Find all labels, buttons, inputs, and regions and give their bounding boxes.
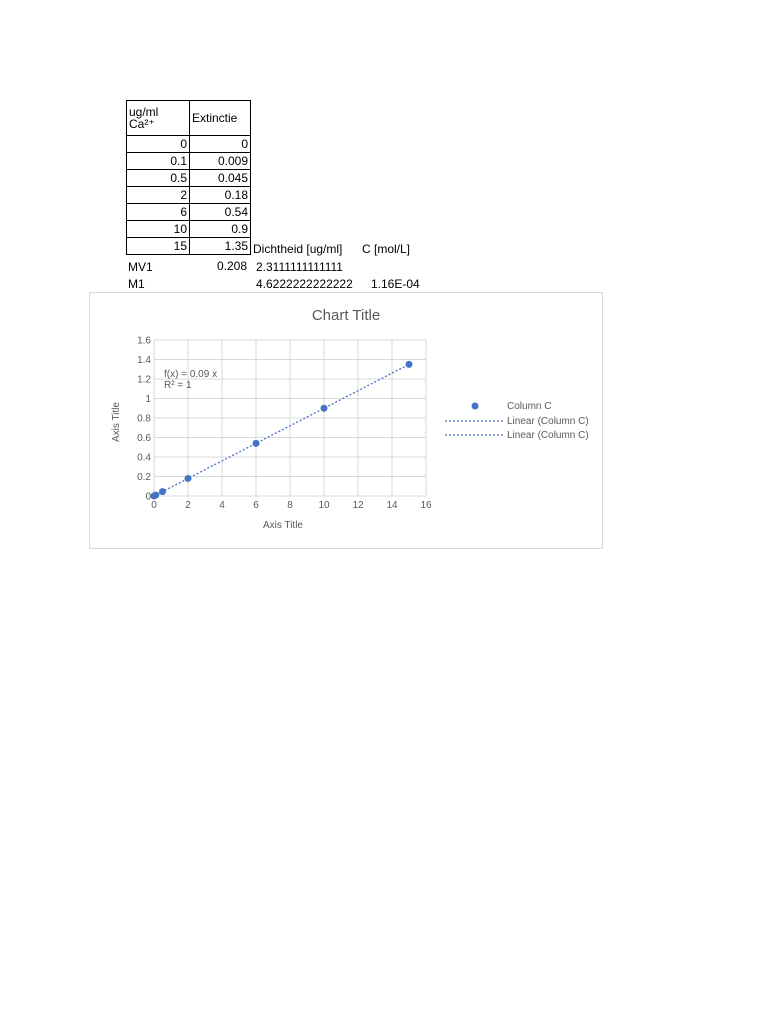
data-point[interactable] — [253, 440, 260, 447]
x-tick-label: 8 — [287, 500, 293, 511]
cell-extinction[interactable]: 0.9 — [190, 221, 251, 238]
cell-concentration[interactable]: 6 — [127, 204, 190, 221]
y-axis-title[interactable]: Axis Title — [111, 401, 122, 443]
table-row — [127, 204, 251, 221]
x-tick-label: 16 — [420, 500, 432, 511]
y-tick-label: 1.6 — [137, 335, 151, 347]
x-tick-label: 12 — [352, 500, 364, 511]
header-concentration[interactable] — [127, 101, 190, 136]
grid — [154, 340, 426, 496]
header-concentration-line1: ug/ml — [129, 105, 159, 119]
y-tick-label: 0.8 — [137, 413, 151, 425]
trendline-equation[interactable]: f(x) = 0.09 x — [164, 369, 218, 380]
chart-area[interactable] — [89, 292, 603, 549]
table-row — [127, 170, 251, 187]
legend[interactable] — [445, 401, 589, 441]
m1-concentration[interactable]: 1.16E-04 — [371, 277, 420, 291]
x-tick-label: 6 — [253, 500, 259, 511]
y-tick-label: 1.4 — [137, 355, 151, 366]
cell-extinction[interactable]: 0 — [190, 136, 251, 153]
header-concentration-line2: Ca²⁺ — [129, 117, 155, 131]
tick-labels — [137, 336, 432, 512]
table-row — [127, 187, 251, 204]
cell-extinction[interactable]: 1.35 — [190, 238, 251, 255]
mv1-extinction[interactable]: 0.208 — [217, 259, 248, 273]
chart-title[interactable]: Chart Title — [311, 307, 381, 324]
x-axis-title[interactable]: Axis Title — [262, 520, 304, 531]
cell-concentration[interactable]: 15 — [127, 238, 190, 255]
label-dichtheid[interactable]: Dichtheid [ug/ml] — [253, 242, 343, 256]
data-table — [126, 100, 251, 255]
y-tick-label: 1 — [145, 394, 151, 405]
x-tick-label: 0 — [151, 500, 157, 511]
x-tick-label: 14 — [386, 500, 398, 511]
data-point[interactable] — [406, 361, 413, 368]
y-tick-label: 0.6 — [137, 433, 151, 444]
mv1-label[interactable]: MV1 — [128, 260, 153, 274]
legend-marker-column-c — [472, 403, 479, 410]
legend-entry-column-c[interactable]: Column C — [507, 401, 552, 412]
label-concentration[interactable]: C [mol/L] — [362, 242, 411, 256]
trendline-r-squared[interactable]: R² = 1 — [164, 380, 192, 391]
table-header-row — [127, 101, 251, 136]
cell-concentration[interactable]: 2 — [127, 187, 190, 204]
data-point[interactable] — [185, 475, 192, 482]
table-row — [127, 153, 251, 170]
cell-extinction[interactable]: 0.045 — [190, 170, 251, 187]
cell-concentration[interactable]: 10 — [127, 221, 190, 238]
m1-label[interactable]: M1 — [128, 277, 145, 291]
data-point[interactable] — [321, 405, 328, 412]
data-point[interactable] — [152, 492, 159, 499]
y-tick-label: 0.2 — [137, 472, 151, 483]
y-tick-label: 1.2 — [137, 374, 151, 386]
y-tick-label: 0.4 — [137, 452, 151, 464]
cell-concentration[interactable]: 0.1 — [127, 153, 190, 170]
cell-extinction[interactable]: 0.18 — [190, 187, 251, 204]
m1-density[interactable]: 4.6222222222222 — [256, 277, 353, 291]
x-tick-label: 10 — [318, 500, 330, 511]
table-row — [127, 221, 251, 238]
data-point[interactable] — [159, 488, 166, 495]
cell-concentration[interactable]: 0 — [127, 136, 190, 153]
cell-concentration[interactable]: 0.5 — [127, 170, 190, 187]
table-row — [127, 136, 251, 153]
x-tick-label: 2 — [185, 500, 191, 511]
legend-entry-linear-2[interactable]: Linear (Column C) — [507, 430, 589, 441]
mv1-density[interactable]: 2.3111111111111 — [256, 260, 343, 274]
cell-extinction[interactable]: 0.009 — [190, 153, 251, 170]
y-tick-label: 0 — [145, 491, 151, 503]
legend-entry-linear-1[interactable]: Linear (Column C) — [507, 416, 589, 427]
cell-extinction[interactable]: 0.54 — [190, 204, 251, 221]
x-tick-label: 4 — [219, 500, 225, 511]
header-extinction[interactable]: Extinctie — [190, 101, 251, 136]
chart-svg — [90, 293, 604, 550]
table-row — [127, 238, 251, 255]
